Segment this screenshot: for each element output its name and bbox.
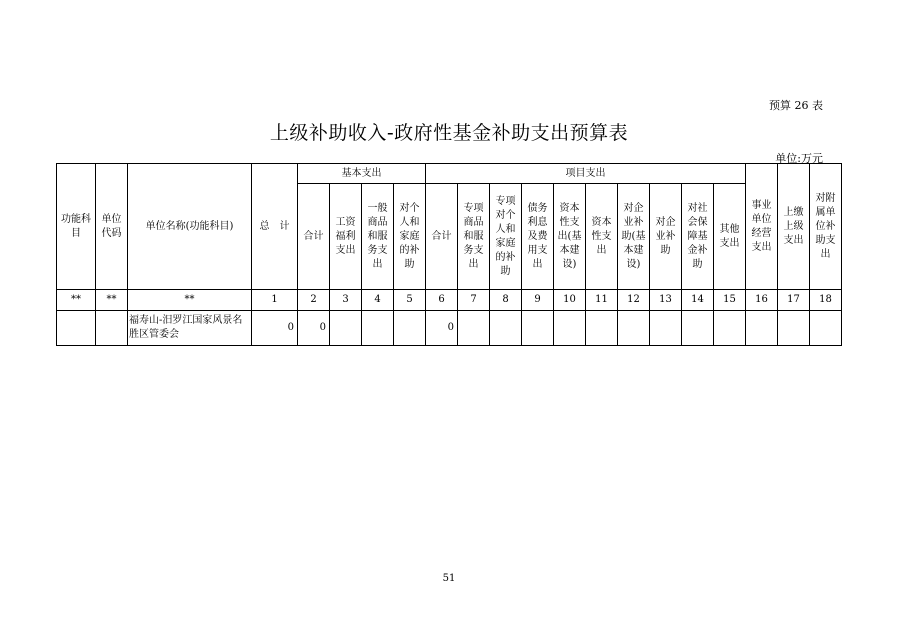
number-cell: 10 bbox=[554, 290, 586, 311]
table-number: 预算 26 表 bbox=[769, 99, 823, 112]
page-number: 51 bbox=[442, 573, 456, 584]
header-tail-col-0: 事业单位经营支出 bbox=[746, 164, 778, 290]
row-value bbox=[810, 311, 842, 346]
number-cell: 13 bbox=[650, 290, 682, 311]
header-project-col-3: 债务利息及费用支出 bbox=[522, 184, 554, 290]
row-value bbox=[490, 311, 522, 346]
header-project-col-5: 资本性支出 bbox=[586, 184, 618, 290]
row-value bbox=[682, 311, 714, 346]
header-project-col-1: 专项商品和服务支出 bbox=[458, 184, 490, 290]
header-project: 项目支出 bbox=[426, 164, 746, 184]
row-value bbox=[618, 311, 650, 346]
row-value bbox=[362, 311, 394, 346]
header-basic-col-0: 合计 bbox=[298, 184, 330, 290]
number-cell: 1 bbox=[252, 290, 298, 311]
number-cell: 3 bbox=[330, 290, 362, 311]
header-project-col-4: 资本性支出(基本建设) bbox=[554, 184, 586, 290]
number-cell: ** bbox=[96, 290, 128, 311]
header-basic: 基本支出 bbox=[298, 164, 426, 184]
row-value bbox=[586, 311, 618, 346]
number-cell: 6 bbox=[426, 290, 458, 311]
row-value bbox=[778, 311, 810, 346]
number-row bbox=[57, 290, 842, 311]
header-tail-col-1: 上缴上级支出 bbox=[778, 164, 810, 290]
header-basic-col-2: 一般商品和服务支出 bbox=[362, 184, 394, 290]
page-title: 上级补助收入-政府性基金补助支出预算表 bbox=[269, 122, 629, 144]
number-cell: 5 bbox=[394, 290, 426, 311]
header-project-col-8: 对社会保障基金补助 bbox=[682, 184, 714, 290]
header-project-col-2: 专项对个人和家庭的补助 bbox=[490, 184, 522, 290]
row-func-subject bbox=[57, 311, 96, 346]
header-project-col-0: 合计 bbox=[426, 184, 458, 290]
row-unit-code bbox=[96, 311, 128, 346]
header-basic-col-1: 工资福利支出 bbox=[330, 184, 362, 290]
number-cell: 17 bbox=[778, 290, 810, 311]
table-row bbox=[57, 311, 842, 346]
header-unit-code: 单位代码 bbox=[96, 164, 128, 290]
header-unit-name: 单位名称(功能科目) bbox=[128, 164, 252, 290]
header-tail-col-2: 对附属单位补助支出 bbox=[810, 164, 842, 290]
row-value bbox=[714, 311, 746, 346]
number-cell: ** bbox=[128, 290, 252, 311]
budget-table bbox=[56, 163, 842, 346]
number-cell: ** bbox=[57, 290, 96, 311]
row-value bbox=[650, 311, 682, 346]
number-cell: 15 bbox=[714, 290, 746, 311]
row-value bbox=[746, 311, 778, 346]
number-cell: 8 bbox=[490, 290, 522, 311]
row-value bbox=[394, 311, 426, 346]
row-value-basic-total: 0 bbox=[298, 311, 330, 346]
row-value bbox=[458, 311, 490, 346]
header-project-col-6: 对企业补助(基本建设) bbox=[618, 184, 650, 290]
number-cell: 2 bbox=[298, 290, 330, 311]
number-cell: 12 bbox=[618, 290, 650, 311]
number-cell: 16 bbox=[746, 290, 778, 311]
number-cell: 18 bbox=[810, 290, 842, 311]
header-basic-col-3: 对个人和家庭的补助 bbox=[394, 184, 426, 290]
header-func-subject: 功能科目 bbox=[57, 164, 96, 290]
row-value-project-total: 0 bbox=[426, 311, 458, 346]
number-cell: 14 bbox=[682, 290, 714, 311]
number-cell: 7 bbox=[458, 290, 490, 311]
row-value bbox=[522, 311, 554, 346]
row-unit-name: 福寿山-汨罗江国家风景名胜区管委会 bbox=[128, 311, 252, 346]
row-value bbox=[330, 311, 362, 346]
header-total: 总 计 bbox=[252, 164, 298, 290]
header-project-col-7: 对企业补助 bbox=[650, 184, 682, 290]
number-cell: 11 bbox=[586, 290, 618, 311]
number-cell: 9 bbox=[522, 290, 554, 311]
header-project-col-9: 其他支出 bbox=[714, 184, 746, 290]
number-cell: 4 bbox=[362, 290, 394, 311]
row-value bbox=[554, 311, 586, 346]
unit-label: 单位:万元 bbox=[775, 152, 823, 165]
row-value-total: 0 bbox=[252, 311, 298, 346]
